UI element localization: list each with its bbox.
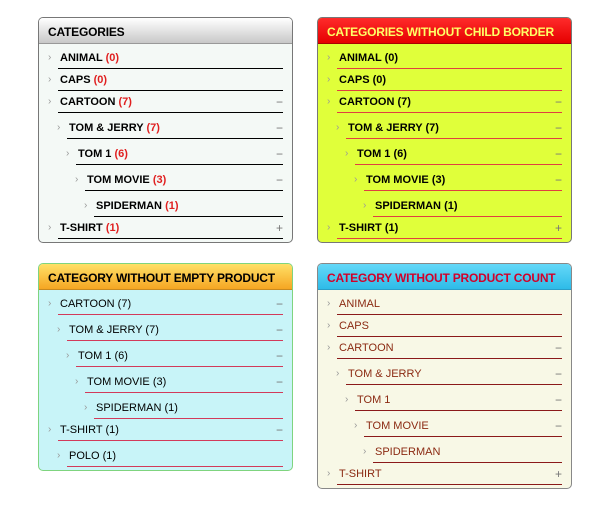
product-count: (7)	[118, 96, 132, 108]
category-link[interactable]	[60, 419, 119, 441]
category-item[interactable]	[318, 315, 571, 337]
category-item[interactable]	[318, 47, 571, 69]
category-label: CARTOON	[60, 96, 116, 108]
product-count: (3)	[152, 376, 167, 388]
product-count: (3)	[152, 174, 167, 186]
category-link[interactable]	[60, 69, 107, 91]
product-count: (1)	[105, 424, 119, 436]
collapse-icon[interactable]: −	[275, 147, 283, 161]
product-count: (1)	[105, 222, 120, 234]
category-link[interactable]	[87, 169, 166, 191]
category-tree	[39, 44, 292, 239]
chevron-right-icon: ›	[75, 174, 79, 185]
category-label: T-SHIRT	[339, 222, 382, 234]
category-item[interactable]	[318, 389, 571, 411]
chevron-right-icon: ›	[345, 394, 349, 405]
chevron-right-icon: ›	[354, 174, 358, 185]
category-without-product-count-panel	[317, 263, 572, 489]
category-item[interactable]	[318, 415, 571, 437]
category-item[interactable]	[318, 337, 571, 359]
category-label: SPIDERMAN	[96, 200, 163, 212]
category-item[interactable]	[39, 117, 292, 139]
category-label: TOM & JERRY	[348, 122, 423, 134]
category-link[interactable]	[339, 463, 382, 485]
chevron-right-icon: ›	[363, 200, 367, 211]
category-item[interactable]	[318, 117, 571, 139]
category-item[interactable]	[318, 441, 571, 463]
category-label: TOM & JERRY	[348, 368, 422, 380]
category-link[interactable]	[69, 117, 160, 139]
product-count: (6)	[114, 148, 128, 160]
category-link[interactable]	[60, 47, 119, 69]
category-item[interactable]	[39, 217, 292, 239]
chevron-right-icon: ›	[57, 122, 61, 133]
category-label: TOM 1	[357, 148, 391, 160]
chevron-right-icon: ›	[48, 298, 52, 309]
category-link[interactable]	[339, 217, 398, 239]
collapse-icon[interactable]: −	[275, 349, 283, 363]
panel-title: CATEGORY WITHOUT EMPTY PRODUCT	[39, 264, 292, 290]
chevron-right-icon: ›	[336, 122, 340, 133]
expand-icon[interactable]: +	[554, 467, 562, 481]
chevron-right-icon: ›	[327, 298, 331, 309]
category-link[interactable]	[60, 91, 132, 113]
category-label: SPIDERMAN	[375, 446, 441, 458]
chevron-right-icon: ›	[66, 148, 70, 159]
category-tree	[318, 44, 571, 239]
chevron-right-icon: ›	[48, 74, 52, 85]
category-label: TOM 1	[78, 350, 112, 362]
category-without-empty-product-panel	[38, 263, 293, 471]
category-item[interactable]	[318, 69, 571, 91]
category-item[interactable]	[39, 445, 292, 467]
collapse-icon[interactable]: −	[275, 95, 283, 109]
product-count: (0)	[105, 52, 120, 64]
category-label: T-SHIRT	[60, 222, 103, 234]
product-count: (6)	[393, 148, 407, 160]
category-item[interactable]	[318, 463, 571, 485]
collapse-icon[interactable]: −	[554, 341, 562, 355]
collapse-icon[interactable]: −	[275, 423, 283, 437]
category-label: TOM & JERRY	[69, 122, 144, 134]
product-count: (7)	[397, 96, 411, 108]
chevron-right-icon: ›	[84, 402, 88, 413]
chevron-right-icon: ›	[48, 52, 52, 63]
panel-title: CATEGORY WITHOUT PRODUCT COUNT	[318, 264, 571, 290]
chevron-right-icon: ›	[48, 96, 52, 107]
category-link[interactable]	[69, 445, 116, 467]
category-item[interactable]	[39, 371, 292, 393]
category-item[interactable]	[39, 143, 292, 165]
category-item[interactable]	[39, 169, 292, 191]
category-item[interactable]	[39, 91, 292, 113]
panel-title: CATEGORIES WITHOUT CHILD BORDER	[318, 18, 571, 44]
chevron-right-icon: ›	[327, 222, 331, 233]
product-count: (0)	[93, 74, 108, 86]
product-count: (1)	[444, 200, 458, 212]
category-link[interactable]	[348, 363, 422, 385]
collapse-icon[interactable]: −	[275, 375, 283, 389]
category-tree	[318, 290, 571, 485]
categories-panel	[38, 17, 293, 243]
chevron-right-icon: ›	[327, 96, 331, 107]
product-count: (1)	[164, 402, 178, 414]
category-link[interactable]	[348, 117, 439, 139]
collapse-icon[interactable]: −	[554, 95, 562, 109]
product-count: (0)	[372, 74, 387, 86]
chevron-right-icon: ›	[66, 350, 70, 361]
category-label: CAPS	[339, 320, 369, 332]
product-count: (6)	[114, 350, 128, 362]
collapse-icon[interactable]: −	[275, 173, 283, 187]
collapse-icon[interactable]: −	[554, 419, 562, 433]
category-label: SPIDERMAN	[96, 402, 162, 414]
category-link[interactable]	[339, 91, 411, 113]
chevron-right-icon: ›	[84, 200, 88, 211]
product-count: (1)	[102, 450, 117, 462]
category-item[interactable]	[39, 293, 292, 315]
category-link[interactable]	[339, 293, 380, 315]
collapse-icon[interactable]: −	[554, 367, 562, 381]
product-count: (7)	[425, 122, 439, 134]
category-label: TOM 1	[357, 394, 391, 406]
product-count: (1)	[384, 222, 399, 234]
category-link[interactable]	[87, 371, 166, 393]
collapse-icon[interactable]: −	[554, 147, 562, 161]
category-link[interactable]	[339, 315, 369, 337]
category-item[interactable]	[318, 169, 571, 191]
product-count: (1)	[165, 200, 179, 212]
product-count: (7)	[146, 122, 160, 134]
category-label: POLO	[69, 450, 100, 462]
category-label: TOM MOVIE	[366, 174, 429, 186]
category-label: TOM MOVIE	[87, 376, 150, 388]
category-label: T-SHIRT	[339, 468, 382, 480]
category-link[interactable]	[96, 195, 179, 217]
category-item[interactable]	[39, 397, 292, 419]
collapse-icon[interactable]: −	[554, 173, 562, 187]
chevron-right-icon: ›	[57, 450, 61, 461]
categories-without-child-border-panel	[317, 17, 572, 243]
category-label: TOM MOVIE	[87, 174, 150, 186]
chevron-right-icon: ›	[48, 424, 52, 435]
product-count: (3)	[431, 174, 446, 186]
chevron-right-icon: ›	[57, 324, 61, 335]
category-label: CARTOON	[339, 96, 395, 108]
collapse-icon[interactable]: −	[554, 121, 562, 135]
product-count: (7)	[117, 298, 132, 310]
category-link[interactable]	[69, 319, 159, 341]
category-link[interactable]	[375, 441, 440, 463]
category-item[interactable]	[318, 195, 571, 217]
category-item[interactable]	[39, 69, 292, 91]
category-label: ANIMAL	[339, 298, 380, 310]
category-item[interactable]	[318, 293, 571, 315]
chevron-right-icon: ›	[327, 52, 331, 63]
category-item[interactable]	[318, 143, 571, 165]
category-link[interactable]	[78, 143, 128, 165]
category-tree	[39, 290, 292, 467]
category-link[interactable]	[366, 415, 429, 437]
chevron-right-icon: ›	[363, 446, 367, 457]
product-count: (0)	[384, 52, 399, 64]
category-label: TOM 1	[78, 148, 112, 160]
collapse-icon[interactable]: −	[554, 393, 562, 407]
category-link[interactable]	[96, 397, 178, 419]
chevron-right-icon: ›	[336, 368, 340, 379]
category-label: CAPS	[60, 74, 91, 86]
category-label: TOM & JERRY	[69, 324, 143, 336]
category-label: CAPS	[339, 74, 370, 86]
category-item[interactable]	[39, 319, 292, 341]
category-label: T-SHIRT	[60, 424, 103, 436]
chevron-right-icon: ›	[327, 468, 331, 479]
product-count: (7)	[145, 324, 159, 336]
category-item[interactable]	[318, 217, 571, 239]
category-item[interactable]	[39, 47, 292, 69]
collapse-icon[interactable]: −	[275, 323, 283, 337]
category-link[interactable]	[357, 389, 390, 411]
category-label: CARTOON	[60, 298, 115, 310]
category-item[interactable]	[318, 91, 571, 113]
chevron-right-icon: ›	[48, 222, 52, 233]
category-label: CARTOON	[339, 342, 394, 354]
category-item[interactable]	[318, 363, 571, 385]
collapse-icon[interactable]: −	[275, 297, 283, 311]
collapse-icon[interactable]: −	[275, 121, 283, 135]
category-link[interactable]	[366, 169, 445, 191]
category-label: ANIMAL	[60, 52, 103, 64]
category-link[interactable]	[357, 143, 407, 165]
chevron-right-icon: ›	[75, 376, 79, 387]
expand-icon[interactable]: +	[275, 221, 283, 235]
category-label: SPIDERMAN	[375, 200, 442, 212]
panel-title: CATEGORIES	[39, 18, 292, 44]
category-link[interactable]	[60, 293, 131, 315]
category-link[interactable]	[78, 345, 128, 367]
category-link[interactable]	[60, 217, 119, 239]
chevron-right-icon: ›	[345, 148, 349, 159]
expand-icon[interactable]: +	[554, 221, 562, 235]
category-link[interactable]	[339, 69, 386, 91]
category-link[interactable]	[375, 195, 458, 217]
category-item[interactable]	[39, 419, 292, 441]
category-link[interactable]	[339, 47, 398, 69]
category-label: ANIMAL	[339, 52, 382, 64]
category-label: TOM MOVIE	[366, 420, 429, 432]
category-link[interactable]	[339, 337, 394, 359]
chevron-right-icon: ›	[354, 420, 358, 431]
chevron-right-icon: ›	[327, 74, 331, 85]
chevron-right-icon: ›	[327, 342, 331, 353]
category-item[interactable]	[39, 195, 292, 217]
chevron-right-icon: ›	[327, 320, 331, 331]
category-item[interactable]	[39, 345, 292, 367]
